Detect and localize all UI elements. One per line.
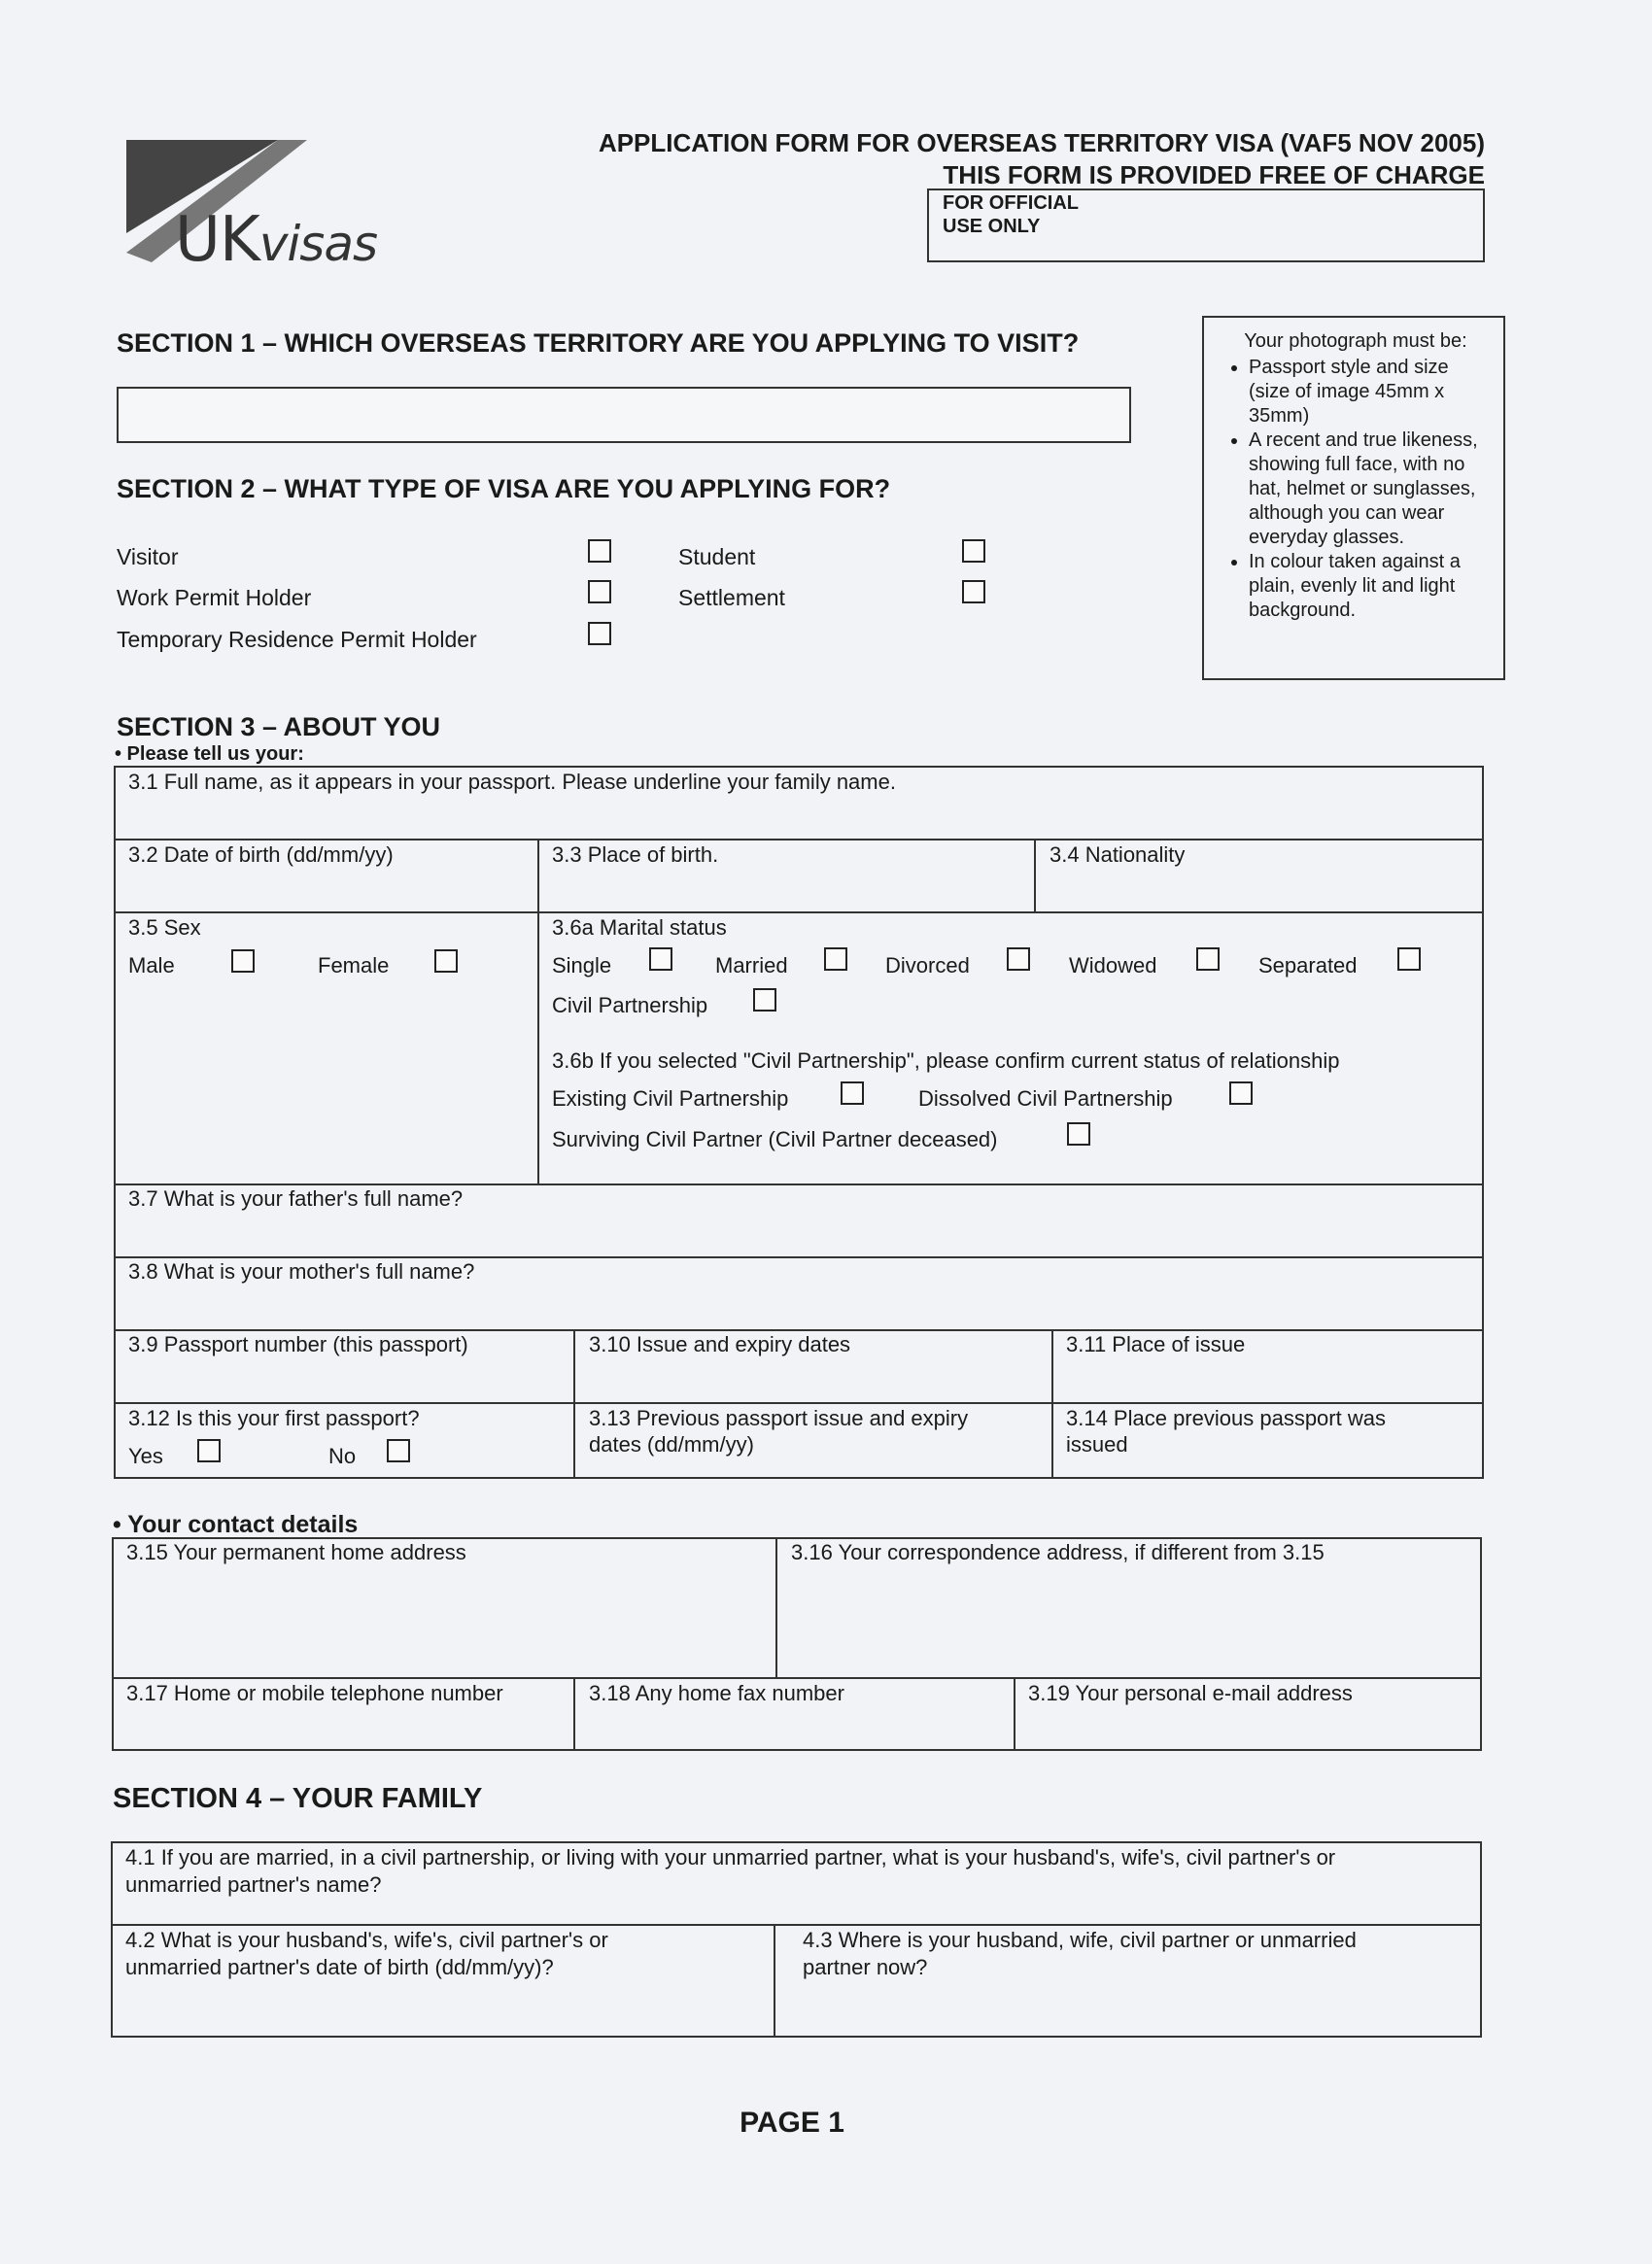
visitor-checkbox[interactable] <box>588 539 611 563</box>
full-name-field[interactable] <box>121 799 1477 836</box>
married-label: Married <box>715 953 788 978</box>
q3-18-label: 3.18 Any home fax number <box>589 1681 844 1705</box>
official-label-2: USE ONLY <box>943 216 1041 237</box>
q3-12-label: 3.12 Is this your first passport? <box>128 1406 420 1430</box>
q3-7-label: 3.7 What is your father's full name? <box>128 1186 464 1211</box>
no-label: No <box>328 1444 357 1468</box>
q4-2-label: 4.2 What is your husband's, wife's, civil partner's or <box>125 1928 608 1952</box>
yes-label: Yes <box>128 1444 163 1468</box>
q4-3-label: 4.3 Where is your husband, wife, civil partner or unmarried <box>803 1928 1357 1952</box>
single-checkbox[interactable] <box>649 947 672 971</box>
logo-visas: visas <box>258 216 378 272</box>
territory-input[interactable] <box>117 387 1131 443</box>
form-title: APPLICATION FORM FOR OVERSEAS TERRITORY VISA (VAF5 NOV 2005) <box>598 128 1485 157</box>
q3-16-label: 3.16 Your correspondence address, if different from 3.15 <box>791 1540 1325 1564</box>
section4-heading: SECTION 4 – YOUR FAMILY <box>113 1783 483 1814</box>
contact-details-heading: • Your contact details <box>113 1511 359 1538</box>
about-you-table <box>114 766 1484 1479</box>
visa-option-label: Student <box>678 544 756 569</box>
photo-requirements-list <box>1222 356 1490 623</box>
female-checkbox[interactable] <box>434 949 458 973</box>
female-label: Female <box>318 953 390 978</box>
existing-cp-checkbox[interactable] <box>841 1081 864 1105</box>
photo-intro: Your photograph must be: <box>1244 330 1467 352</box>
civil-partnership-label: Civil Partnership <box>552 993 708 1017</box>
dissolved-cp-checkbox[interactable] <box>1229 1081 1253 1105</box>
single-label: Single <box>552 953 612 978</box>
page-number: PAGE 1 <box>740 2107 844 2139</box>
q3-6b-label: 3.6b If you selected "Civil Partnership", please confirm current status of relationship <box>552 1048 1340 1073</box>
surviving-cp-label: Surviving Civil Partner (Civil Partner deceased) <box>552 1127 998 1151</box>
male-label: Male <box>128 953 175 978</box>
widowed-label: Widowed <box>1069 953 1157 978</box>
section2-heading: SECTION 2 – WHAT TYPE OF VISA ARE YOU APPLYING FOR? <box>117 474 891 503</box>
student-checkbox[interactable] <box>962 539 985 563</box>
q3-9-label: 3.9 Passport number (this passport) <box>128 1332 468 1356</box>
q3-6a-label: 3.6a Marital status <box>552 915 727 940</box>
separated-checkbox[interactable] <box>1397 947 1421 971</box>
divorced-label: Divorced <box>885 953 970 978</box>
section3-bullet: • Please tell us your: <box>115 743 304 765</box>
q3-11-label: 3.11 Place of issue <box>1066 1332 1246 1356</box>
q3-13-label: 3.13 Previous passport issue and expiry <box>589 1406 969 1430</box>
dissolved-cp-label: Dissolved Civil Partnership <box>918 1086 1173 1111</box>
q3-17-label: 3.17 Home or mobile telephone number <box>126 1681 503 1705</box>
q4-1-label-cont: unmarried partner's name? <box>125 1872 382 1897</box>
logo-wordmark <box>175 204 377 276</box>
q3-14-label-cont: issued <box>1066 1432 1128 1457</box>
divorced-checkbox[interactable] <box>1007 947 1030 971</box>
first-passport-yes-checkbox[interactable] <box>197 1439 221 1462</box>
widowed-checkbox[interactable] <box>1196 947 1220 971</box>
separated-label: Separated <box>1258 953 1358 978</box>
form-subtitle: THIS FORM IS PROVIDED FREE OF CHARGE <box>943 160 1485 189</box>
q3-19-label: 3.19 Your personal e-mail address <box>1028 1681 1353 1705</box>
surviving-cp-checkbox[interactable] <box>1067 1122 1090 1146</box>
q3-4-label: 3.4 Nationality <box>1050 842 1186 867</box>
official-label-1: FOR OFFICIAL <box>943 192 1079 214</box>
existing-cp-label: Existing Civil Partnership <box>552 1086 789 1111</box>
visa-option-label: Visitor <box>117 544 179 569</box>
section1-heading: SECTION 1 – WHICH OVERSEAS TERRITORY ARE YOU APPLYING TO VISIT? <box>117 328 1080 358</box>
first-passport-no-checkbox[interactable] <box>387 1439 410 1462</box>
official-use-box <box>927 189 1485 262</box>
married-checkbox[interactable] <box>824 947 847 971</box>
visa-option-label: Work Permit Holder <box>117 585 312 610</box>
contact-table <box>112 1537 1482 1751</box>
q3-8-label: 3.8 What is your mother's full name? <box>128 1259 475 1284</box>
photo-requirement: • In colour taken against a plain, evenly lit and light background. <box>1249 550 1490 623</box>
temp-residence-checkbox[interactable] <box>588 622 611 645</box>
photo-requirement: • Passport style and size (size of image 45mm x 35mm) <box>1249 356 1490 429</box>
q3-2-label: 3.2 Date of birth (dd/mm/yy) <box>128 842 394 867</box>
visa-option-label: Temporary Residence Permit Holder <box>117 627 477 652</box>
settlement-checkbox[interactable] <box>962 580 985 603</box>
civil-partnership-checkbox[interactable] <box>753 988 776 1012</box>
q3-10-label: 3.10 Issue and expiry dates <box>589 1332 851 1356</box>
q3-1-label: 3.1 Full name, as it appears in your passport. Please underline your family name. <box>128 770 896 794</box>
q3-13-label-cont: dates (dd/mm/yy) <box>589 1432 754 1457</box>
q4-2-label-cont: unmarried partner's date of birth (dd/mm/yy)? <box>125 1955 554 1979</box>
q3-3-label: 3.3 Place of birth. <box>552 842 719 867</box>
photo-requirements-box <box>1202 316 1505 680</box>
visa-option-label: Settlement <box>678 585 785 610</box>
logo-uk: UK <box>175 204 259 276</box>
male-checkbox[interactable] <box>231 949 255 973</box>
work-permit-checkbox[interactable] <box>588 580 611 603</box>
q4-1-label: 4.1 If you are married, in a civil partnership, or living with your unmarried partner, what is your husband's, wife's, civil partner's or <box>125 1845 1336 1870</box>
q3-14-label: 3.14 Place previous passport was <box>1066 1406 1386 1430</box>
q4-3-label-cont: partner now? <box>803 1955 928 1979</box>
q3-5-label: 3.5 Sex <box>128 915 201 940</box>
photo-requirement: • A recent and true likeness, showing full face, with no hat, helmet or sunglasses, although you can wear everyday glasses. <box>1249 429 1490 550</box>
section3-heading: SECTION 3 – ABOUT YOU <box>117 712 441 741</box>
q3-15-label: 3.15 Your permanent home address <box>126 1540 466 1564</box>
